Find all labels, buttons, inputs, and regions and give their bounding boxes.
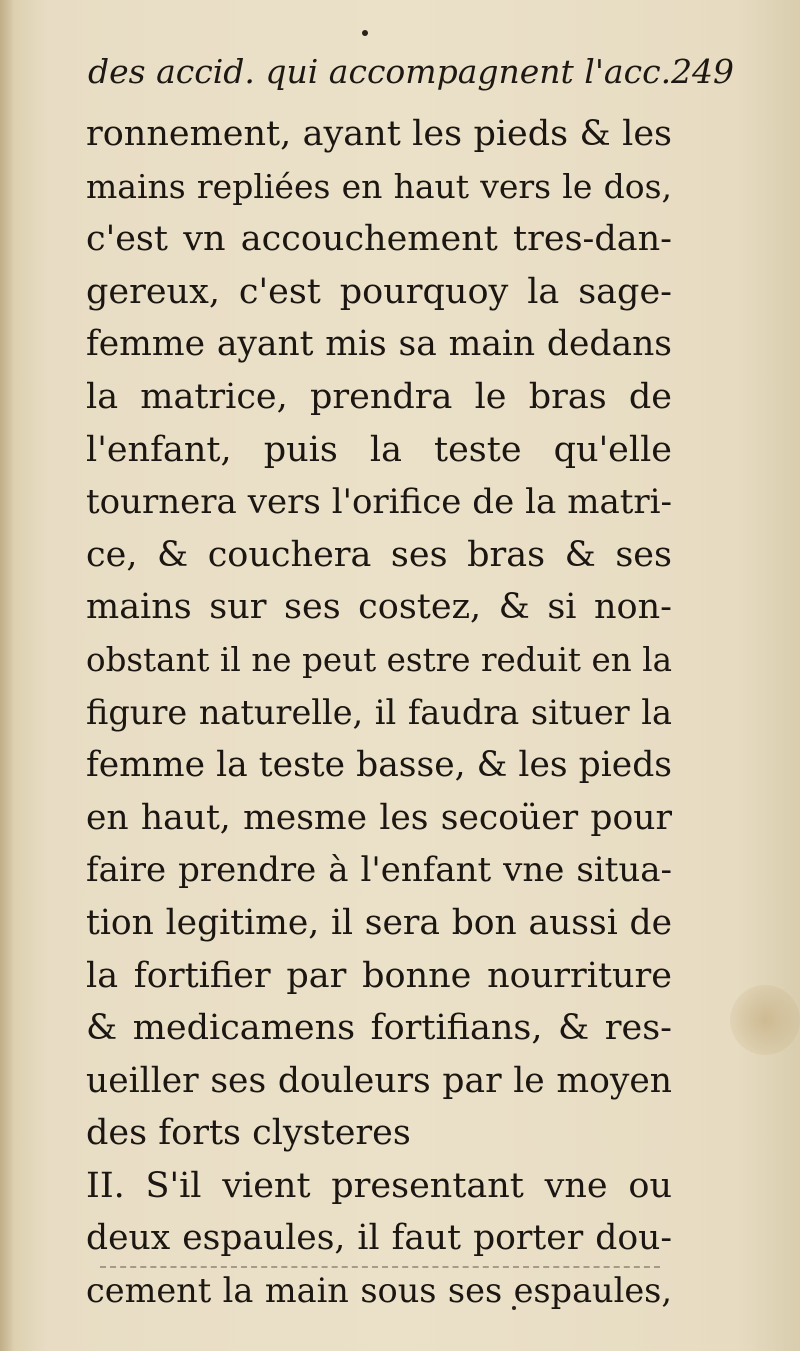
text-line: cement la main sous ses espaules,	[86, 1271, 672, 1311]
bottom-rule	[100, 1266, 660, 1268]
text-line: des forts clysteres	[86, 1113, 411, 1154]
text-line: figure naturelle, il faudra situer la	[86, 692, 672, 732]
text-line: femme la teste basse, & les pieds	[86, 745, 672, 786]
text-line: tion legitime, il sera bon aussi de	[86, 902, 672, 943]
text-line: gereux, c'est pourquoy la sage-	[86, 271, 672, 312]
text-line: mains repliées en haut vers le dos,	[86, 166, 672, 206]
text-line: ueiller ses douleurs par le moyen	[86, 1060, 672, 1101]
text-line: deux espaules, il faut porter dou-	[86, 1218, 672, 1259]
text-line: la matrice, prendra le bras de	[86, 376, 672, 417]
text-line: mains sur ses costez, & si non-	[86, 587, 672, 628]
page-number: 249	[671, 52, 735, 91]
page-body-text	[86, 108, 672, 1318]
running-title: des accid. qui accompagnent l'acc.	[88, 52, 672, 91]
text-line: & medicamens fortifians, & res-	[86, 1008, 672, 1049]
text-line: l'enfant, puis la teste qu'elle	[86, 429, 672, 470]
section-start-line: II. S'il vient presentant vne ou	[86, 1165, 672, 1206]
text-line: obstant il ne peut estre reduit en la	[86, 640, 672, 679]
text-line: faire prendre à l'enfant vne situa-	[86, 850, 672, 891]
ink-dot	[362, 30, 368, 36]
text-line: la fortifier par bonne nourriture	[86, 955, 672, 996]
text-line: ronnement, ayant les pieds & les	[86, 114, 672, 154]
text-line: en haut, mesme les secoüer pour	[86, 797, 672, 838]
paper-stain	[730, 985, 800, 1055]
running-header	[88, 52, 735, 108]
text-line: tournera vers l'orifice de la matri-	[86, 482, 672, 523]
text-line: ce, & couchera ses bras & ses	[86, 534, 672, 575]
text-line: femme ayant mis sa main dedans	[86, 324, 672, 365]
text-line: c'est vn accouchement tres-dan-	[86, 219, 672, 260]
